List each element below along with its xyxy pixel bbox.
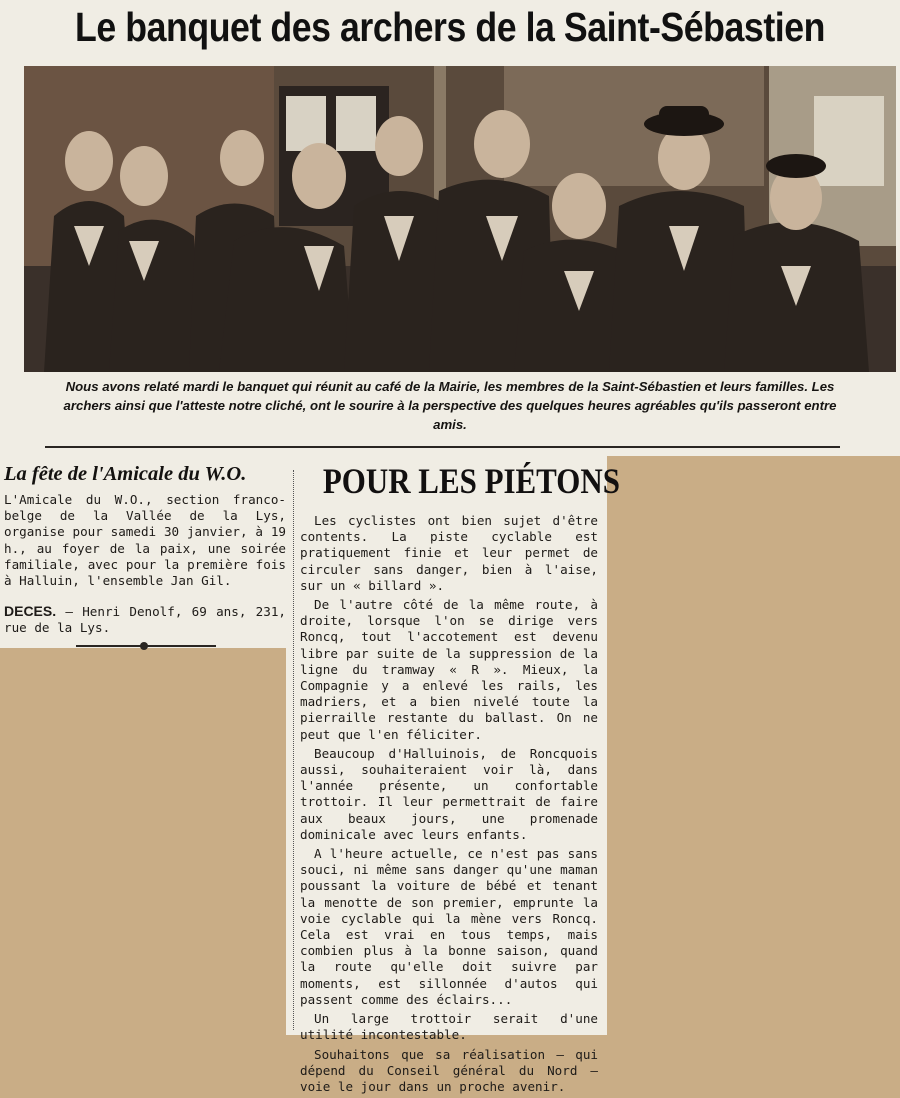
- group-photo: [24, 66, 896, 372]
- pietons-headline: POUR LES PIÉTONS: [322, 461, 620, 501]
- pietons-paragraph: De l'autre côté de la même route, à droite, lorsque l'on se dirige vers Roncq, tout l'accotement est devenu libre par suite de la suppression de la ligne du tramway « R ». Mieux, la Compagnie y a enlevé les rails, les madriers, et a bien nivelé toute la pierraille restante du ballast. On ne peut que l'en féliciter.: [300, 597, 598, 742]
- photo-caption: Nous avons relaté mardi le banquet qui réunit au café de la Mairie, les membres de la Saint-Sébastien et leurs familles. Les archers ainsi que l'atteste notre cliché, ont le sourire à la perspective des quelques heures agréables qu'ils passeront entre amis.: [63, 379, 837, 432]
- column-divider: [293, 470, 295, 1030]
- rule-dot-ornament: [140, 642, 148, 650]
- deces-text: — Henri Denolf, 69 ans, 231, rue de la Lys.: [4, 604, 286, 636]
- pietons-article: [300, 513, 598, 1098]
- pietons-paragraph: A l'heure actuelle, ce n'est pas sans souci, ni même sans danger qu'une maman poussant la voiture de bébé et tenant la menotte de son premier, emprunte la voie cyclable qui la mène vers Roncq. Cela est vrai en tous temps, mais combien plus à la bonne saison, quand la route qu'elle doit suivre par moments, est sillonnée d'autos qui passent comme des éclairs...: [300, 846, 598, 1007]
- pietons-paragraph: Souhaitons que sa réalisation — qui dépend du Conseil général du Nord — voie le jour dans un proche avenir.: [300, 1046, 598, 1094]
- deces-notice: [4, 603, 286, 636]
- headline: Le banquet des archers de la Saint-Sébastien: [75, 4, 825, 50]
- pietons-paragraph: Beaucoup d'Halluinois, de Roncquois aussi, souhaiteraient voir là, dans l'année présente, un confortable trottoir. Il leur permettrait de faire aux beaux jours, une promenade dominicale avec leurs enfants.: [300, 745, 598, 842]
- deces-label: DECES.: [4, 603, 57, 619]
- pietons-paragraph: Un large trottoir serait d'une utilité incontestable.: [300, 1011, 598, 1043]
- group-photo-illustration: [24, 66, 896, 372]
- amicale-headline: La fête de l'Amicale du W.O.: [4, 463, 247, 485]
- amicale-article-text: L'Amicale du W.O., section franco-belge de la Vallée de la Lys, organise pour samedi 30 janvier, à 19 h., au foyer de la paix, une soirée familiale, avec pour la première fois à Halluin, l'ensemble Jan Gil.: [4, 492, 286, 589]
- top-separator-rule: [45, 446, 840, 448]
- pietons-paragraph: Les cyclistes ont bien sujet d'être contents. La piste cyclable est pratiquement finie et leur permet de circuler sans danger, bien à l'aise, sur un « billard ».: [300, 513, 598, 593]
- left-ornament-rule: [76, 645, 216, 647]
